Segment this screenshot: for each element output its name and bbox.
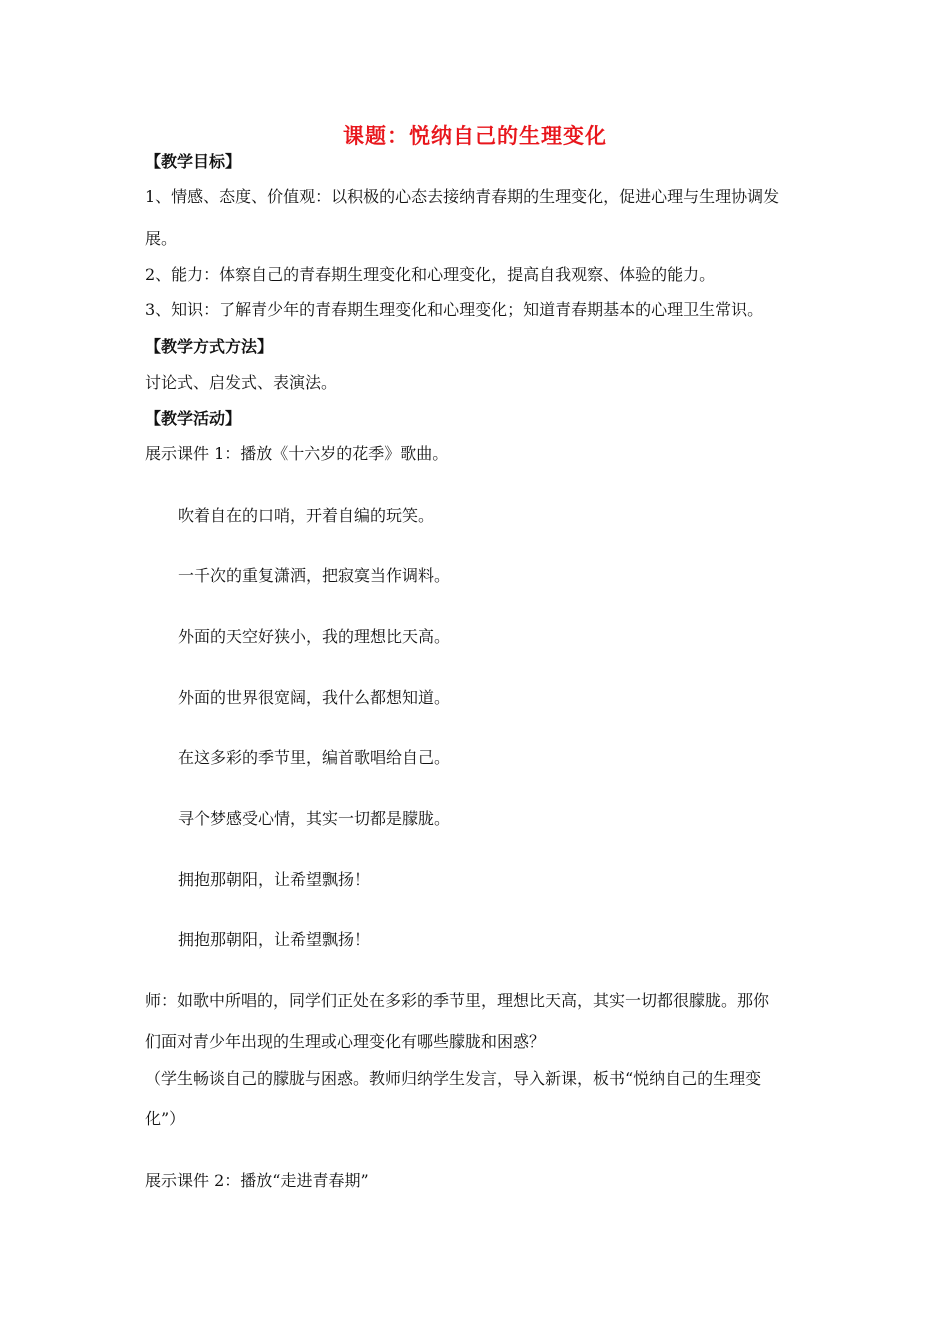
goal-1-line-2: 展。 bbox=[145, 229, 178, 248]
lyric-line: 外面的天空好狭小，我的理想比天高。 bbox=[178, 627, 451, 646]
lyric-line: 拥抱那朝阳，让希望飘扬！ bbox=[178, 870, 371, 889]
courseware-2: 展示课件 2：播放“走进青春期” bbox=[145, 1171, 369, 1190]
teacher-remark-line-2: 们面对青少年出现的生理或心理变化有哪些朦胧和困惑？ bbox=[145, 1032, 546, 1051]
lyric-line: 外面的世界很宽阔，我什么都想知道。 bbox=[178, 688, 451, 707]
lyric-line: 在这多彩的季节里，编首歌唱给自己。 bbox=[178, 748, 451, 767]
student-activity-line-1: （学生畅谈自己的朦胧与困惑。教师归纳学生发言，导入新课，板书“悦纳自己的生理变 bbox=[145, 1069, 762, 1088]
document-title: 课题：悦纳自己的生理变化 bbox=[343, 124, 607, 148]
student-activity-line-2: 化”） bbox=[145, 1109, 186, 1128]
lyric-line: 吹着自在的口哨，开着自编的玩笑。 bbox=[178, 506, 435, 525]
teaching-activities-heading: 【教学活动】 bbox=[145, 409, 242, 428]
teaching-goals-heading: 【教学目标】 bbox=[145, 152, 242, 171]
goal-2: 2、能力：体察自己的青春期生理变化和心理变化，提高自我观察、体验的能力。 bbox=[145, 265, 716, 284]
goal-3: 3、知识：了解青少年的青春期生理变化和心理变化；知道青春期基本的心理卫生常识。 bbox=[145, 300, 764, 319]
goal-1-line-1: 1、情感、态度、价值观：以积极的心态去接纳青春期的生理变化，促进心理与生理协调发 bbox=[145, 187, 780, 206]
teaching-methods-heading: 【教学方式方法】 bbox=[145, 337, 274, 356]
courseware-1: 展示课件 1：播放《十六岁的花季》歌曲。 bbox=[145, 444, 449, 463]
teacher-remark-line-1: 师：如歌中所唱的，同学们正处在多彩的季节里，理想比天高，其实一切都很朦胧。那你 bbox=[145, 991, 770, 1010]
teaching-methods: 讨论式、启发式、表演法。 bbox=[145, 373, 338, 392]
lyric-line: 拥抱那朝阳，让希望飘扬！ bbox=[178, 930, 371, 949]
lyric-line: 一千次的重复潇洒，把寂寞当作调料。 bbox=[178, 566, 451, 585]
lyric-line: 寻个梦感受心情，其实一切都是朦胧。 bbox=[178, 809, 451, 828]
